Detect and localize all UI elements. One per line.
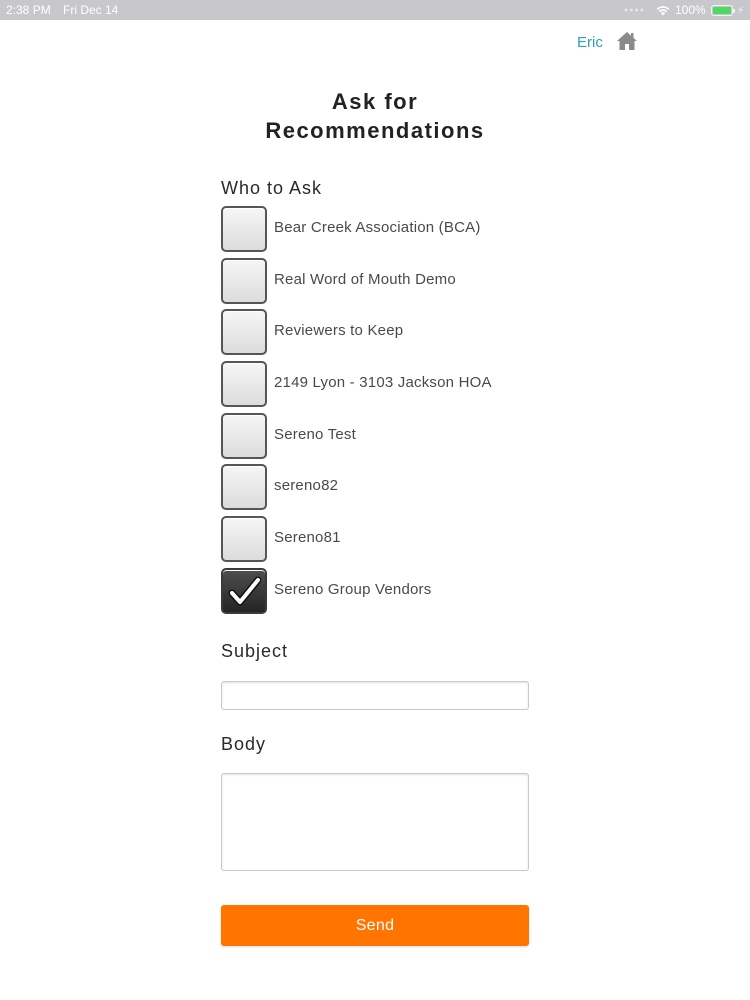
page-title bbox=[175, 87, 575, 145]
group-label: Reviewers to Keep bbox=[274, 322, 404, 340]
group-item-sereno82[interactable] bbox=[221, 464, 541, 516]
group-item-sereno81[interactable] bbox=[221, 516, 541, 568]
group-label: sereno82 bbox=[274, 477, 339, 495]
status-time: 2:38 PM bbox=[6, 3, 51, 17]
checkbox-sereno-group-vendors[interactable] bbox=[221, 568, 267, 614]
wifi-icon bbox=[656, 5, 670, 16]
group-label: Sereno81 bbox=[274, 529, 341, 547]
battery-icon bbox=[711, 5, 733, 16]
page-title-line-1: Ask for bbox=[331, 89, 419, 114]
group-item-bear-creek[interactable] bbox=[221, 206, 541, 258]
group-label: 2149 Lyon - 3103 Jackson HOA bbox=[274, 374, 492, 392]
cellular-signal-icon: ●●●● bbox=[624, 6, 645, 14]
home-icon[interactable] bbox=[616, 31, 638, 51]
checkbox-lyon-jackson-hoa[interactable] bbox=[221, 361, 267, 407]
user-name-link[interactable]: Eric bbox=[577, 34, 603, 51]
checkbox-sereno-test[interactable] bbox=[221, 413, 267, 459]
who-to-ask-label: Who to Ask bbox=[221, 178, 323, 198]
group-item-sereno-test[interactable] bbox=[221, 413, 541, 465]
battery-percent: 100% bbox=[674, 3, 706, 17]
group-item-lyon-jackson-hoa[interactable] bbox=[221, 361, 541, 413]
group-item-reviewers-to-keep[interactable] bbox=[221, 309, 541, 361]
status-date: Fri Dec 14 bbox=[63, 3, 119, 17]
subject-label: Subject bbox=[221, 641, 289, 661]
group-item-sereno-group-vendors[interactable] bbox=[221, 568, 541, 620]
group-label: Real Word of Mouth Demo bbox=[274, 270, 456, 288]
battery-level bbox=[713, 7, 731, 14]
group-label: Sereno Group Vendors bbox=[274, 580, 432, 598]
subject-input[interactable] bbox=[221, 681, 529, 710]
checkbox-bear-creek[interactable] bbox=[221, 206, 267, 252]
group-label: Sereno Test bbox=[274, 425, 356, 443]
body-textarea[interactable] bbox=[221, 773, 529, 871]
charging-icon: ⚡ bbox=[737, 4, 744, 15]
status-indicators bbox=[624, 3, 744, 17]
battery-nub bbox=[733, 9, 735, 13]
checkbox-sereno81[interactable] bbox=[221, 516, 267, 562]
group-item-real-word-of-mouth[interactable] bbox=[221, 258, 541, 310]
checkbox-real-word-of-mouth[interactable] bbox=[221, 258, 267, 304]
page-title-line-2: Recommendations bbox=[265, 118, 485, 143]
checkmark-icon bbox=[228, 575, 261, 608]
body-label: Body bbox=[221, 734, 267, 754]
status-bar bbox=[0, 0, 750, 20]
checkbox-sereno82[interactable] bbox=[221, 464, 267, 510]
group-label: Bear Creek Association (BCA) bbox=[274, 219, 481, 236]
send-button[interactable]: Send bbox=[221, 905, 529, 946]
group-list bbox=[221, 206, 541, 620]
checkbox-reviewers-to-keep[interactable] bbox=[221, 309, 267, 355]
